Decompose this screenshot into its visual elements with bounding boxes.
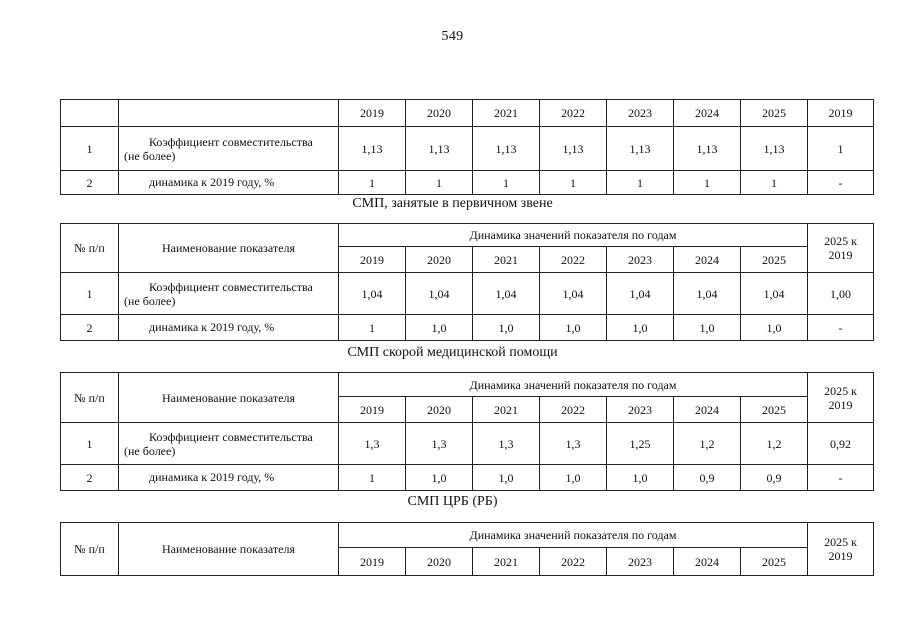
value-cell: 1,2 xyxy=(741,423,808,465)
value-cell: 1 xyxy=(473,171,540,195)
value-cell: 1,2 xyxy=(674,423,741,465)
value-cell: 1,0 xyxy=(540,315,607,341)
value-cell: 1,13 xyxy=(473,127,540,171)
indicator-name xyxy=(119,273,339,315)
year-header: 2020 xyxy=(406,100,473,127)
indicator-name: динамика к 2019 году, % xyxy=(119,315,339,341)
section-title: СМП ЦРБ (РБ) xyxy=(407,494,498,509)
row-number: 2 xyxy=(61,465,119,491)
year-header: 2022 xyxy=(540,548,607,576)
year-header: 2021 xyxy=(473,548,540,576)
value-cell: 1 xyxy=(339,465,406,491)
year-header: 2019 xyxy=(339,247,406,273)
value-cell: - xyxy=(808,465,874,491)
value-cell: 1,13 xyxy=(741,127,808,171)
value-cell: - xyxy=(808,171,874,195)
value-cell: 1 xyxy=(339,315,406,341)
year-header: 2023 xyxy=(607,247,674,273)
table-row xyxy=(61,273,874,315)
year-header: 2022 xyxy=(540,247,607,273)
value-cell: 1,25 xyxy=(607,423,674,465)
value-cell: 1,0 xyxy=(473,465,540,491)
indicator-name-line2: (не более) xyxy=(124,293,176,308)
header-num: № п/п xyxy=(61,373,119,423)
year-header: 2023 xyxy=(607,397,674,423)
row-number: 2 xyxy=(61,315,119,341)
value-cell: - xyxy=(808,315,874,341)
indicator-name xyxy=(119,423,339,465)
value-cell: 1,3 xyxy=(339,423,406,465)
value-cell: 1,04 xyxy=(406,273,473,315)
value-cell: 1,0 xyxy=(741,315,808,341)
year-header: 2019 xyxy=(339,100,406,127)
value-cell: 1,04 xyxy=(674,273,741,315)
header-name: Наименование показателя xyxy=(119,523,339,576)
header-name: Наименование показателя xyxy=(119,224,339,273)
value-cell: 1 xyxy=(674,171,741,195)
value-cell: 1,3 xyxy=(473,423,540,465)
value-cell: 0,9 xyxy=(674,465,741,491)
year-header: 2025 xyxy=(741,548,808,576)
value-cell: 1 xyxy=(406,171,473,195)
indicator-name-line1: Коэффициент совместительства xyxy=(149,279,313,294)
value-cell: 1,0 xyxy=(607,315,674,341)
value-cell: 1,0 xyxy=(540,465,607,491)
indicator-name-line2: (не более) xyxy=(124,148,176,163)
table-crb xyxy=(60,522,874,576)
value-cell: 1,13 xyxy=(674,127,741,171)
header-row xyxy=(61,523,874,548)
year-header: 2020 xyxy=(406,548,473,576)
indicator-name-line1: Коэффициент совместительства xyxy=(149,429,313,444)
year-header: 2019 xyxy=(808,100,874,127)
year-header: 2022 xyxy=(540,397,607,423)
header-row xyxy=(61,100,874,127)
year-header: 2024 xyxy=(674,548,741,576)
indicator-name-line2: (не более) xyxy=(124,443,176,458)
page-number: 549 xyxy=(441,29,464,44)
year-header: 2025 xyxy=(741,397,808,423)
value-cell: 1,0 xyxy=(607,465,674,491)
value-cell: 1,3 xyxy=(406,423,473,465)
header-num: № п/п xyxy=(61,224,119,273)
value-cell: 1,04 xyxy=(473,273,540,315)
header-row xyxy=(61,373,874,397)
value-cell: 1,0 xyxy=(406,465,473,491)
value-cell: 1,13 xyxy=(406,127,473,171)
header-ratio: 2025 к 2019 xyxy=(808,224,874,273)
table-row xyxy=(61,465,874,491)
value-cell: 1,0 xyxy=(674,315,741,341)
row-number: 1 xyxy=(61,423,119,465)
value-cell: 0,92 xyxy=(808,423,874,465)
table-row xyxy=(61,423,874,465)
header-row xyxy=(61,224,874,247)
indicator-name xyxy=(119,127,339,171)
value-cell: 1,0 xyxy=(406,315,473,341)
year-header: 2021 xyxy=(473,397,540,423)
value-cell: 1 xyxy=(540,171,607,195)
value-cell: 1,00 xyxy=(808,273,874,315)
year-header: 2024 xyxy=(674,100,741,127)
value-cell: 1,13 xyxy=(540,127,607,171)
header-name: Наименование показателя xyxy=(119,373,339,423)
header-dynamics: Динамика значений показателя по годам xyxy=(339,373,808,397)
year-header: 2021 xyxy=(473,100,540,127)
table-continuation xyxy=(60,99,874,195)
row-number: 2 xyxy=(61,171,119,195)
value-cell: 1,04 xyxy=(540,273,607,315)
table-row xyxy=(61,171,874,195)
year-header: 2020 xyxy=(406,247,473,273)
section-title: СМП скорой медицинской помощи xyxy=(347,345,558,360)
value-cell: 1,04 xyxy=(607,273,674,315)
year-header: 2024 xyxy=(674,397,741,423)
value-cell: 1,13 xyxy=(607,127,674,171)
indicator-name: динамика к 2019 году, % xyxy=(119,171,339,195)
header-ratio: 2025 к 2019 xyxy=(808,373,874,423)
table-row xyxy=(61,127,874,171)
value-cell: 1,13 xyxy=(339,127,406,171)
value-cell: 1 xyxy=(741,171,808,195)
value-cell: 1,04 xyxy=(339,273,406,315)
year-header: 2022 xyxy=(540,100,607,127)
header-ratio: 2025 к 2019 xyxy=(808,523,874,576)
year-header: 2023 xyxy=(607,548,674,576)
value-cell: 0,9 xyxy=(741,465,808,491)
indicator-name-line1: Коэффициент совместительства xyxy=(149,134,313,149)
table-primary-care xyxy=(60,223,874,341)
row-number: 1 xyxy=(61,273,119,315)
header-cell-empty xyxy=(61,100,119,127)
header-num: № п/п xyxy=(61,523,119,576)
value-cell: 1,0 xyxy=(473,315,540,341)
value-cell: 1,04 xyxy=(741,273,808,315)
value-cell: 1,3 xyxy=(540,423,607,465)
value-cell: 1 xyxy=(607,171,674,195)
value-cell: 1 xyxy=(339,171,406,195)
year-header: 2024 xyxy=(674,247,741,273)
table-row xyxy=(61,315,874,341)
year-header: 2025 xyxy=(741,247,808,273)
value-cell: 1 xyxy=(808,127,874,171)
year-header: 2019 xyxy=(339,397,406,423)
year-header: 2019 xyxy=(339,548,406,576)
year-header: 2023 xyxy=(607,100,674,127)
header-dynamics: Динамика значений показателя по годам xyxy=(339,224,808,247)
section-title: СМП, занятые в первичном звене xyxy=(352,196,553,211)
row-number: 1 xyxy=(61,127,119,171)
year-header: 2025 xyxy=(741,100,808,127)
header-dynamics: Динамика значений показателя по годам xyxy=(339,523,808,548)
year-header: 2021 xyxy=(473,247,540,273)
header-cell-empty xyxy=(119,100,339,127)
table-ambulance xyxy=(60,372,874,491)
indicator-name: динамика к 2019 году, % xyxy=(119,465,339,491)
year-header: 2020 xyxy=(406,397,473,423)
